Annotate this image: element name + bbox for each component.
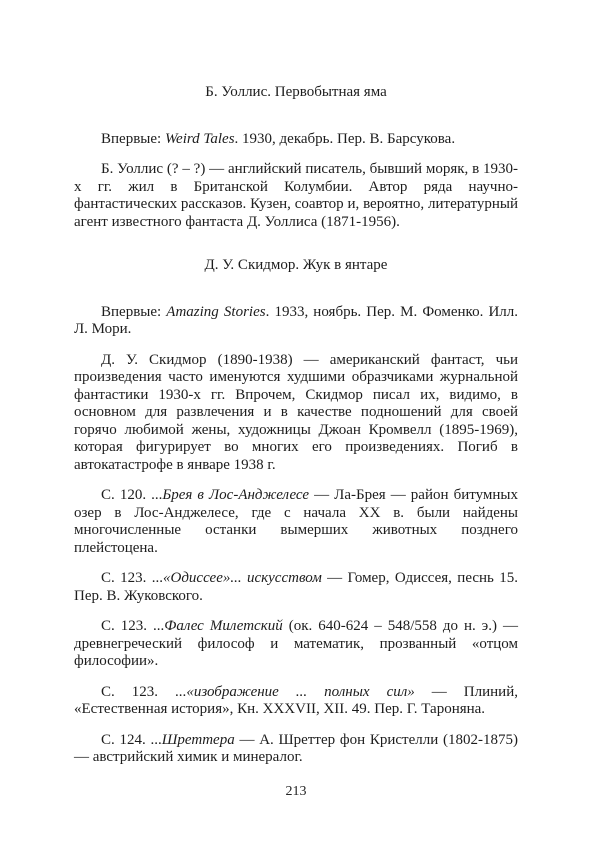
text-run: Д. У. Скидмор (1890-1938) — американский фантаст, чьи произведения часто именуются худшими образчиками журнальной фантастики 1930-х гг. Впрочем, Скидмор писал их, видимо, в основном для развлечения и в качестве подношений для своей горячо любимой жены, художницы Джоан Кромвелл (1895-1969), которая фигурирует во многих его произведениях. Погиб в автокатастрофе в январе 1938 г. bbox=[74, 351, 518, 473]
text-run: — Гомер, Одиссея, песнь 15. Пер. В. Жуковского. bbox=[74, 570, 518, 604]
text-run: С. 120. ... bbox=[101, 487, 163, 503]
page-number: 213 bbox=[285, 784, 307, 799]
paragraph bbox=[74, 570, 518, 605]
text-run: Б. Уоллис (? – ?) — английский писатель, бывший моряк, в 1930-х гг. жил в Британской Колумбии. Автор ряда научно-фантастических рассказов. Кузен, соавтор и, вероятно, литературный агент известного фантаста Д. Уоллиса (1871-1956). bbox=[74, 161, 518, 230]
paragraph bbox=[74, 161, 518, 231]
text-run: — Ла-Брея — район битумных озер в Лос-Анджелесе, где с начала XX в. были найдены многочисленные останки вымерших животных позднего плейстоцена. bbox=[74, 487, 518, 556]
paragraph bbox=[74, 618, 518, 671]
paragraph bbox=[74, 732, 518, 767]
italic-text-run: «Одиссее»... искусством bbox=[163, 570, 322, 586]
paragraph bbox=[74, 352, 518, 475]
text-run: С. 123. ... bbox=[101, 618, 165, 634]
text-run: С. 123. ... bbox=[101, 683, 187, 700]
italic-text-run: «изображение ... полных сил» bbox=[186, 683, 415, 700]
text-run: С. 123. ... bbox=[101, 570, 163, 586]
italic-text-run: Фалес Милетский bbox=[164, 618, 283, 634]
italic-text-run: Weird Tales bbox=[164, 130, 235, 147]
page-text bbox=[74, 84, 518, 767]
paragraph bbox=[74, 304, 518, 339]
text-run: Д. У. Скидмор. Жук в янтаре bbox=[204, 257, 388, 273]
text-run: — Плиний, «Естественная история», Кн. XXXVII, XII. 49. Пер. Г. Тароняна. bbox=[74, 683, 518, 717]
text-run: . 1933, ноябрь. Пер. М. Фоменко. Илл. Л. Мори. bbox=[74, 303, 518, 337]
section-title bbox=[74, 84, 518, 102]
paragraph bbox=[74, 487, 518, 557]
text-run: Б. Уоллис. Первобытная яма bbox=[205, 84, 387, 100]
text-run: (ок. 640-624 – 548/558 до н. э.) — древнегреческий философ и математик, прозванный «отцом философии». bbox=[74, 618, 518, 669]
text-run: . 1930, декабрь. Пер. В. Барсукова. bbox=[234, 130, 456, 147]
italic-text-run: Брея в Лос-Анджелесе bbox=[162, 487, 310, 503]
text-run: Впервые: bbox=[101, 130, 165, 147]
text-run: Впервые: bbox=[101, 303, 167, 320]
paragraph bbox=[74, 684, 518, 719]
section-title bbox=[74, 257, 518, 275]
paragraph bbox=[74, 131, 518, 149]
text-run: — А. Шреттер фон Кристелли (1802-1875) — австрийский химик и минералог. bbox=[74, 731, 518, 765]
text-run: С. 124. ... bbox=[101, 731, 162, 748]
italic-text-run: Amazing Stories bbox=[166, 303, 266, 320]
italic-text-run: Шреттера bbox=[161, 731, 235, 748]
